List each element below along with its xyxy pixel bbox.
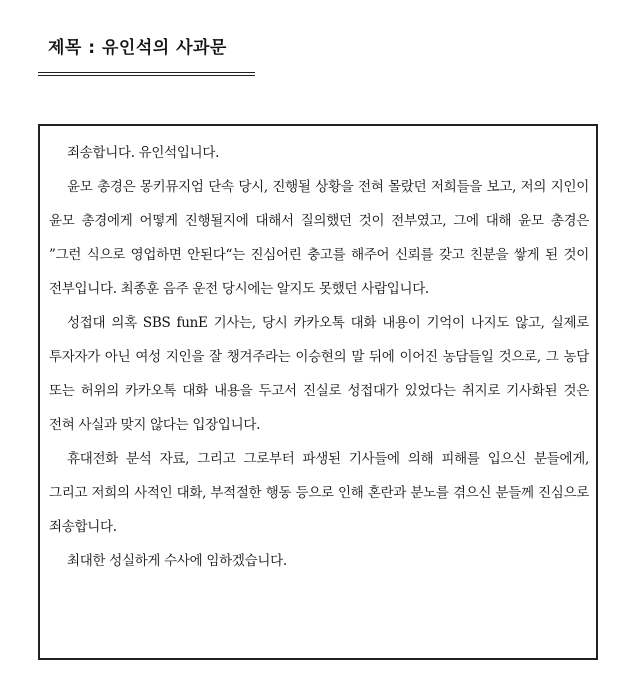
paragraph-closing: 최대한 성실하게 수사에 임하겠습니다.	[67, 553, 287, 569]
title-underline	[38, 72, 255, 76]
paragraph-police-chief: 윤모 총경은 몽키뮤지엄 단속 당시, 진행될 상황을 전혀 몰랐던 저희들을 보고, 저의 지인이 윤모 총경에게 어떻게 진행될지에 대해서 질의했던 것이 전부였고, 그에 대해 윤모 총경은 ”그런 식으로 영업하면 안된다“는 진심어린 충고를 해주어 신뢰를 갖고 친분을 쌓게 된 것이 전부입니다. 최종훈 음주 운전 당시에는 알지도 못했던 사람입니다.	[49, 179, 589, 297]
paragraph-greeting: 죄송합니다. 유인석입니다.	[67, 145, 220, 161]
apology-letter-box	[38, 124, 598, 660]
document-title: 제목 : 유인석의 사과문	[48, 38, 227, 58]
paragraph-allegation: 성접대 의혹 SBS funE 기사는, 당시 카카오톡 대화 내용이 기억이 나지도 않고, 실제로 투자자가 아닌 여성 지인을 잘 챙겨주라는 이승현의 말 뒤에 이어진 농담들일 것으로, 그 농담 또는 허위의 카카오톡 대화 내용을 두고서 진실로 성접대가 있었다는 취지로 기사화된 것은 전혀 사실과 맞지 않다는 입장입니다.	[49, 315, 589, 433]
paragraph-apology: 휴대전화 분석 자료, 그리고 그로부터 파생된 기사들에 의해 피해를 입으신 분들에게, 그리고 저희의 사적인 대화, 부적절한 행동 등으로 인해 혼란과 분노를 겪으신 분들께 진심으로 죄송합니다.	[49, 451, 589, 535]
